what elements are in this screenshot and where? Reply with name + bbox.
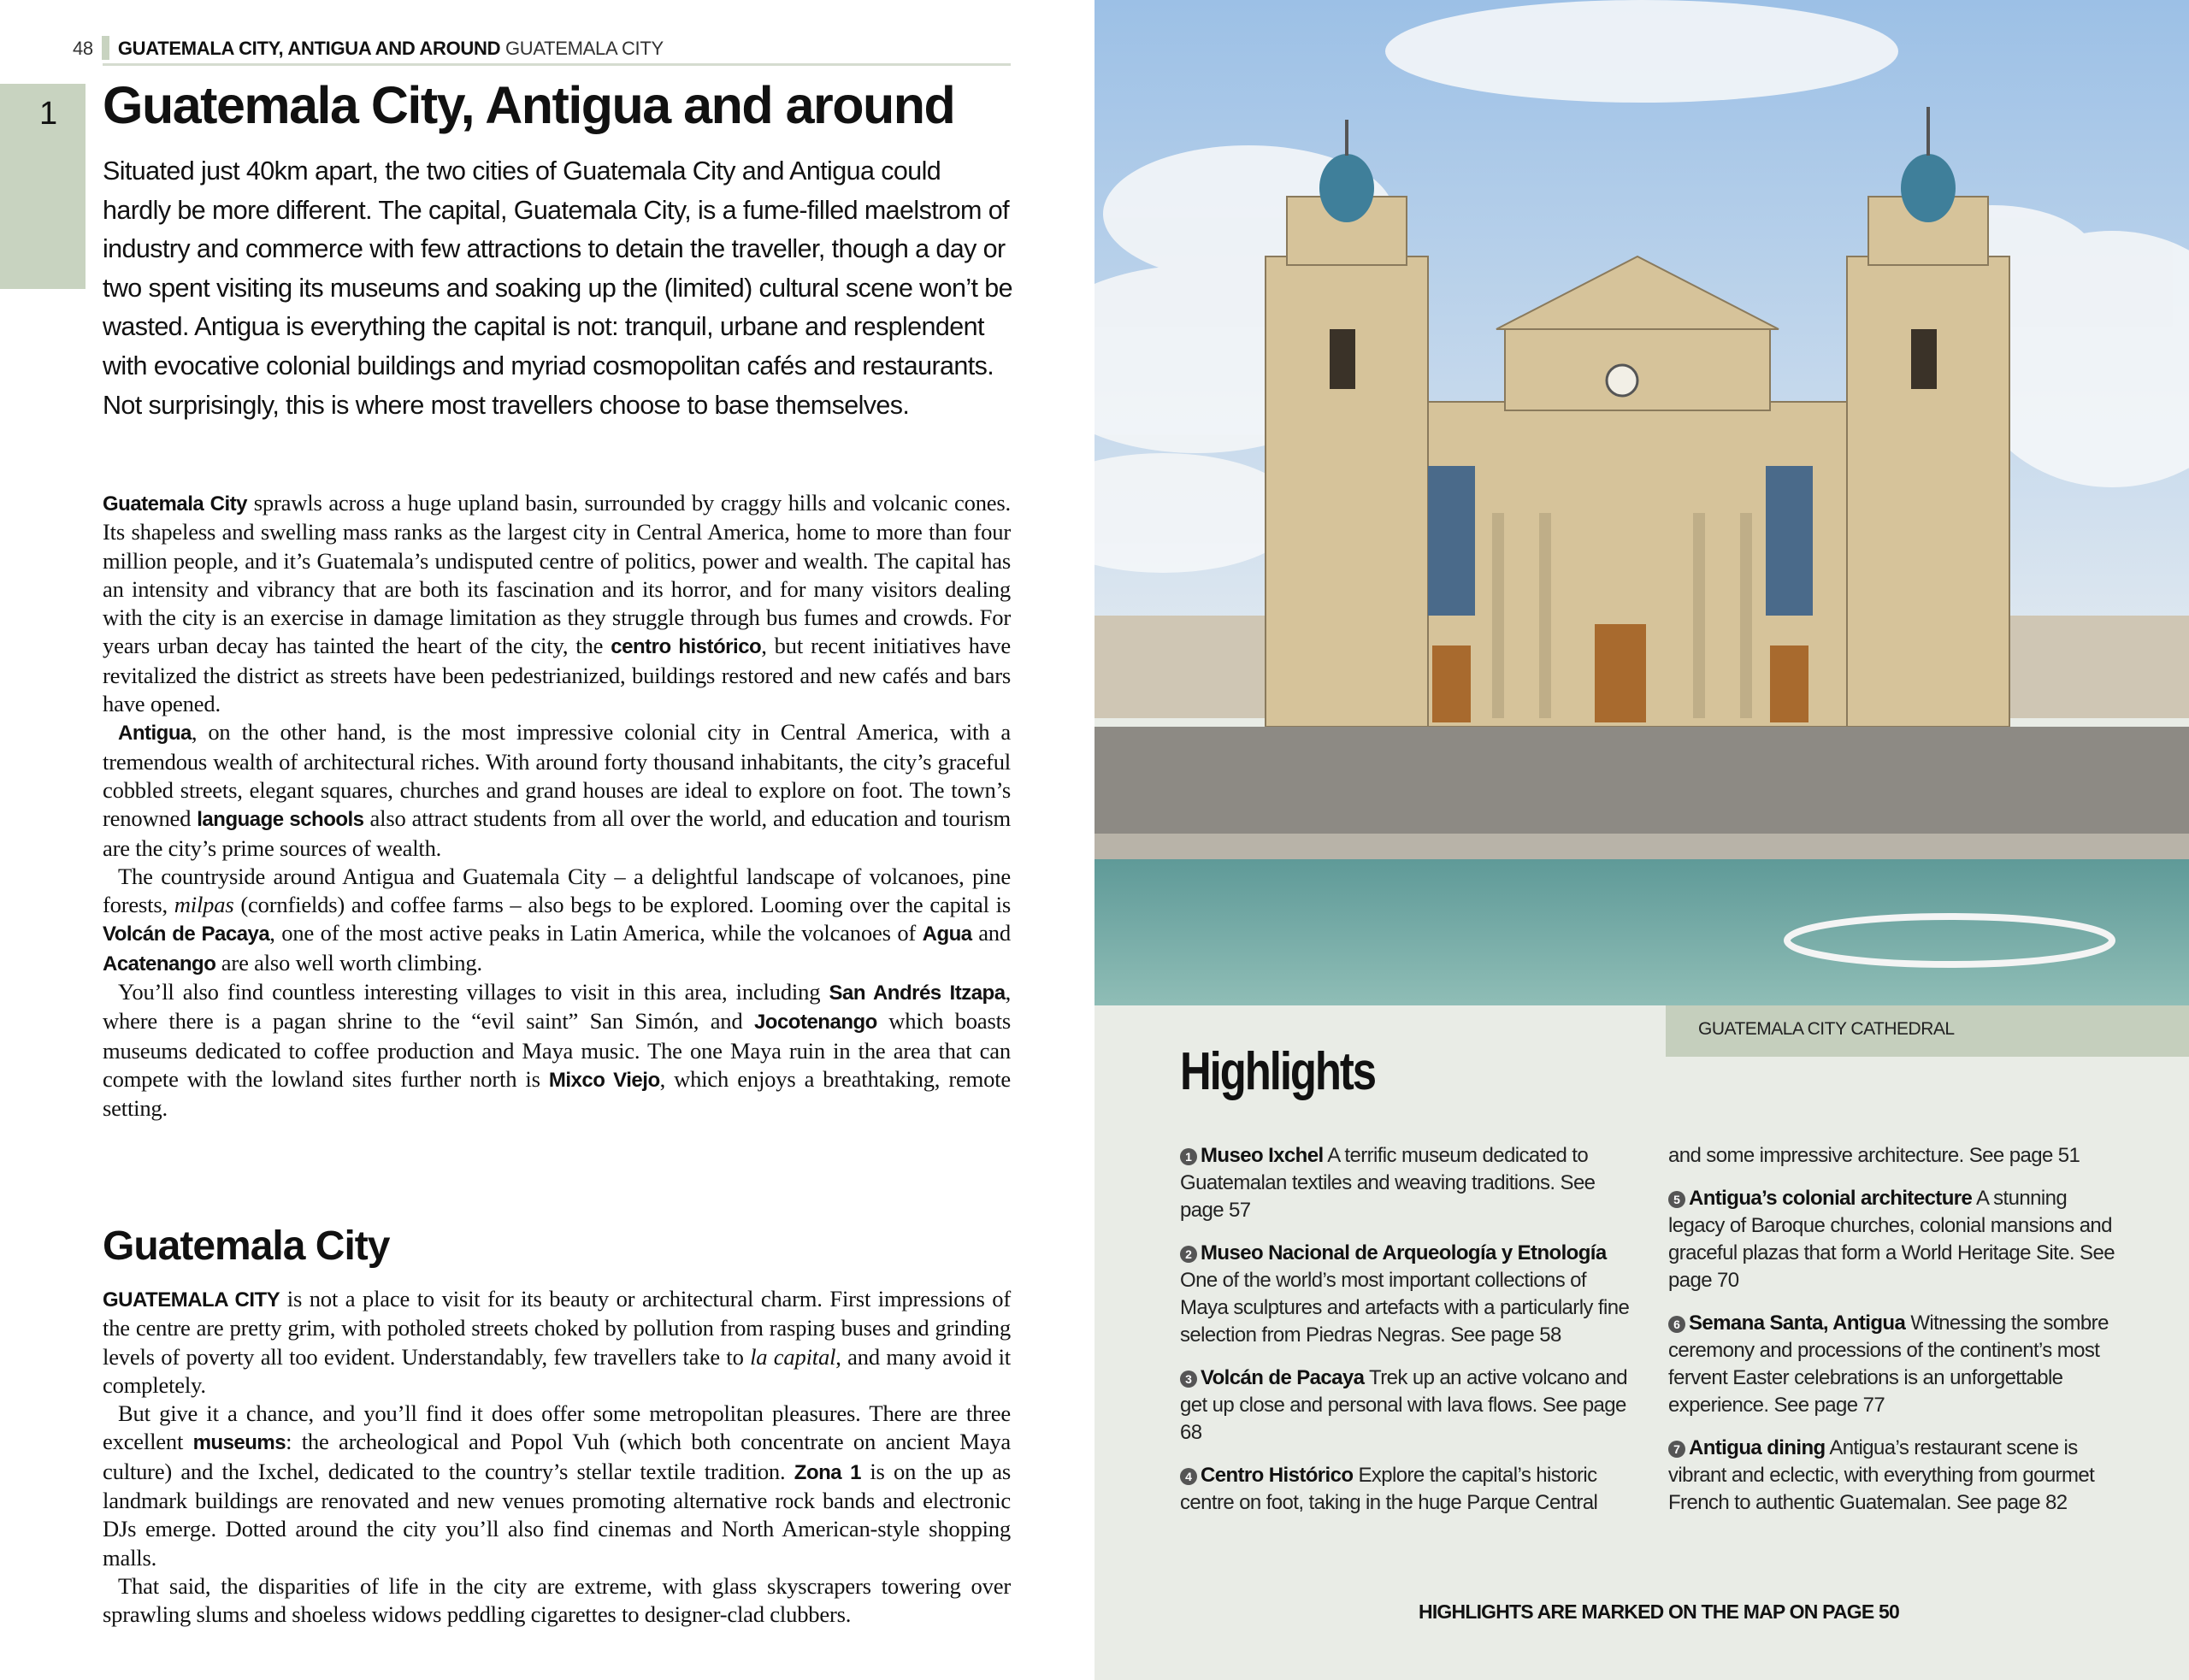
highlight-name: Antigua’s colonial architecture [1689,1187,1973,1210]
chapter-name: GUATEMALA CITY, ANTIGUA AND AROUND [117,38,501,59]
section-name: GUATEMALA CITY [504,38,664,59]
paragraph [103,718,1011,862]
highlight-name: Museo Nacional de Arqueología y Etnología [1201,1241,1607,1264]
highlight-description: Explore the capital’s historic centre on foot, taking in the huge Parque Central and some impressive architecture. See page 51 [1180,1144,2080,1514]
highlight-item [1180,1365,1632,1447]
text-run: also attract students from all over the world, and education and tourism are the city’s prime sources of wealth. [103,805,1011,861]
number-badge-icon: 1 [1180,1148,1197,1165]
highlight-description: A stunning legacy of Baroque churches, colonial mansions and graceful plazas that form a World Heritage Site. See page 70 [1668,1187,2115,1292]
bold-term: language schools [197,808,364,832]
text-run: : the archeological and Popol Vuh (which both concentrate on ancient Maya culture) and the Ixchel, dedicated to the country’s stellar textile tradition. [103,1429,1011,1484]
chapter-number: 1 [39,96,58,132]
header-marker [102,36,109,60]
paragraph [103,1285,1011,1400]
highlight-item [1668,1185,2121,1294]
photo-caption-box [1666,1005,2189,1057]
bold-term: centro histórico [611,635,762,659]
text-run: are also well worth climbing. [215,949,482,976]
text-run: That said, the disparities of life in the city are extreme, with glass skyscrapers towering over sprawling slums and shoeless widows peddling cigarettes to designer-clad clubbers. [103,1572,1011,1628]
italic-term: la capital [750,1343,836,1370]
intro-paragraph: Situated just 40km apart, the two cities of Guatemala City and Antigua could hardly be more different. The capital, Guatemala City, is a fume-filled maelstrom of industry and commerce with few attractions to detain the traveller, though a day or two spent visiting its museums and soaking up the (limited) cultural scene won’t be wasted. Antigua is everything the capital is not: tranquil, urbane and resplendent with evocative colonial buildings and myriad cosmopolitan cafés and restaurants. Not surprisingly, this is where most travellers choose to base themselves. [103,156,1012,420]
text-run: sprawls across a huge upland basin, surrounded by craggy hills and volcanic cones. Its shapeless and swelling mass ranks as the largest city in Central America, home to more than four million people, and it’s Guatemala’s undisputed centre of politics, power and wealth. The capital has an intensity and vibrancy that are both its fascination and its horror, and for many visitors dealing with the city is an exercise in damage limitation as they struggle through bus fumes and crowds. For years urban decay has tainted the heart of the city, the [103,490,1011,659]
highlight-item [1668,1310,2121,1419]
highlight-description: Antigua’s restaurant scene is vibrant and eclectic, with everything from gourmet French to authentic Guatemalan. See page 82 [1668,1436,2095,1514]
paragraph [103,1572,1011,1630]
bold-term: Mixco Viejo [548,1068,660,1092]
right-page [1094,0,2189,1680]
highlight-name: Centro Histórico [1201,1464,1354,1487]
bold-term: Agua [922,923,972,946]
highlight-name: Museo Ixchel [1201,1144,1324,1167]
paragraph [103,1400,1011,1572]
text-run: But give it a chance, and you’ll find it does offer some metropolitan pleasures. There are three excellent [103,1400,1011,1455]
bold-term: Antigua [118,722,192,746]
paragraph [103,489,1011,718]
text-run: (cornfields) and coffee farms – also begs to be explored. Looming over the capital is [233,892,1011,918]
highlight-name: Volcán de Pacaya [1201,1366,1365,1389]
bold-term: museums [192,1431,286,1455]
paragraph [103,863,1011,978]
highlight-item [1668,1435,2121,1517]
number-badge-icon: 4 [1180,1468,1197,1485]
text-run: , one of the most active peaks in Latin America, while the volcanoes of [269,920,923,946]
page-number: 48 [73,38,93,59]
text-run: and [971,920,1012,946]
number-badge-icon: 2 [1180,1246,1197,1263]
text-run: , but recent initiatives have revitalized the district as streets have been pedestrianized, buildings restored and new cafés and bars have opened. [103,633,1012,717]
text-run: , where there is a pagan shrine to the “evil saint” San Simón, and [103,979,1012,1035]
number-badge-icon: 6 [1668,1316,1685,1333]
section-heading: Guatemala City [103,1223,390,1269]
body-text [103,489,1011,1123]
bold-term: Volcán de Pacaya [103,923,270,946]
text-run: which boasts museums dedicated to coffee production and Maya music. The one Maya ruin in the area that can compete with the lowland sites further north is [103,1008,1011,1092]
bold-term: Zona 1 [794,1460,862,1484]
text-run: The countryside around Antigua and Guatemala City – a delightful landscape of volcanoes, pine forests, [103,863,1011,918]
number-badge-icon: 5 [1668,1191,1685,1208]
text-run: is on the up as landmark buildings are renovated and new venues promoting alternative rock bands and electronic DJs emerge. Dotted around the city you’ll also find cinemas and North American-style shopping malls. [103,1458,1011,1571]
number-badge-icon: 3 [1180,1371,1197,1388]
bold-term: Jocotenango [753,1011,877,1035]
header-rule [103,63,1011,66]
number-badge-icon: 7 [1668,1441,1685,1458]
text-run: You’ll also find countless interesting villages to visit in this area, including [118,979,829,1005]
bold-term: GUATEMALA CITY [103,1288,280,1312]
bold-term: Acatenango [103,952,216,976]
text-run: , and many avoid it completely. [103,1343,1011,1398]
text-run: , which enjoys a breathtaking, remote setting. [103,1065,1011,1122]
page-title: Guatemala City, Antigua and around [103,76,955,134]
left-page [0,0,1094,1680]
paragraph [103,978,1011,1123]
text-run: , on the other hand, is the most impressive colonial city in Central America, with a tremendous wealth of architectural riches. With around forty thousand inhabitants, the city’s graceful cobbled streets, elegant squares, churches and grand houses are ideal to explore on foot. The town’s renowned [103,719,1011,832]
photo-caption: GUATEMALA CITY CATHEDRAL [1698,1019,1955,1039]
cathedral-photo [1094,0,2189,1005]
section-body-text [103,1285,1011,1630]
highlights-heading: Highlights [1180,1042,1376,1101]
highlight-name: Antigua dining [1689,1436,1826,1459]
highlight-item [1180,1142,1632,1224]
highlight-description: Witnessing the sombre ceremony and processions of the continent’s most fervent Easter celebrations is an unforgettable experience. See page 77 [1668,1312,2109,1417]
highlight-description: A terrific museum dedicated to Guatemalan textiles and weaving traditions. See page 57 [1180,1144,1596,1222]
highlight-description: One of the world’s most important collections of Maya sculptures and artefacts with a particularly fine selection from Piedras Negras. See page 58 [1180,1269,1630,1347]
highlights-list [1180,1142,2121,1524]
running-head [73,36,664,60]
bold-term: San Andrés Itzapa [829,981,1006,1005]
highlight-description: Trek up an active volcano and get up close and personal with lava flows. See page 68 [1180,1366,1627,1444]
highlight-name: Semana Santa, Antigua [1689,1312,1906,1335]
highlights-footer: HIGHLIGHTS ARE MARKED ON THE MAP ON PAGE 50 [1419,1600,1899,1623]
bold-term: Guatemala City [103,492,248,516]
text-run: is not a place to visit for its beauty or architectural charm. First impressions of the centre are pretty grim, with potholed streets choked by pollution from rasping buses and grinding levels of poverty all too evident. Understandably, few travellers take to [103,1286,1011,1370]
italic-term: milpas [174,892,234,918]
highlight-item [1180,1240,1632,1349]
